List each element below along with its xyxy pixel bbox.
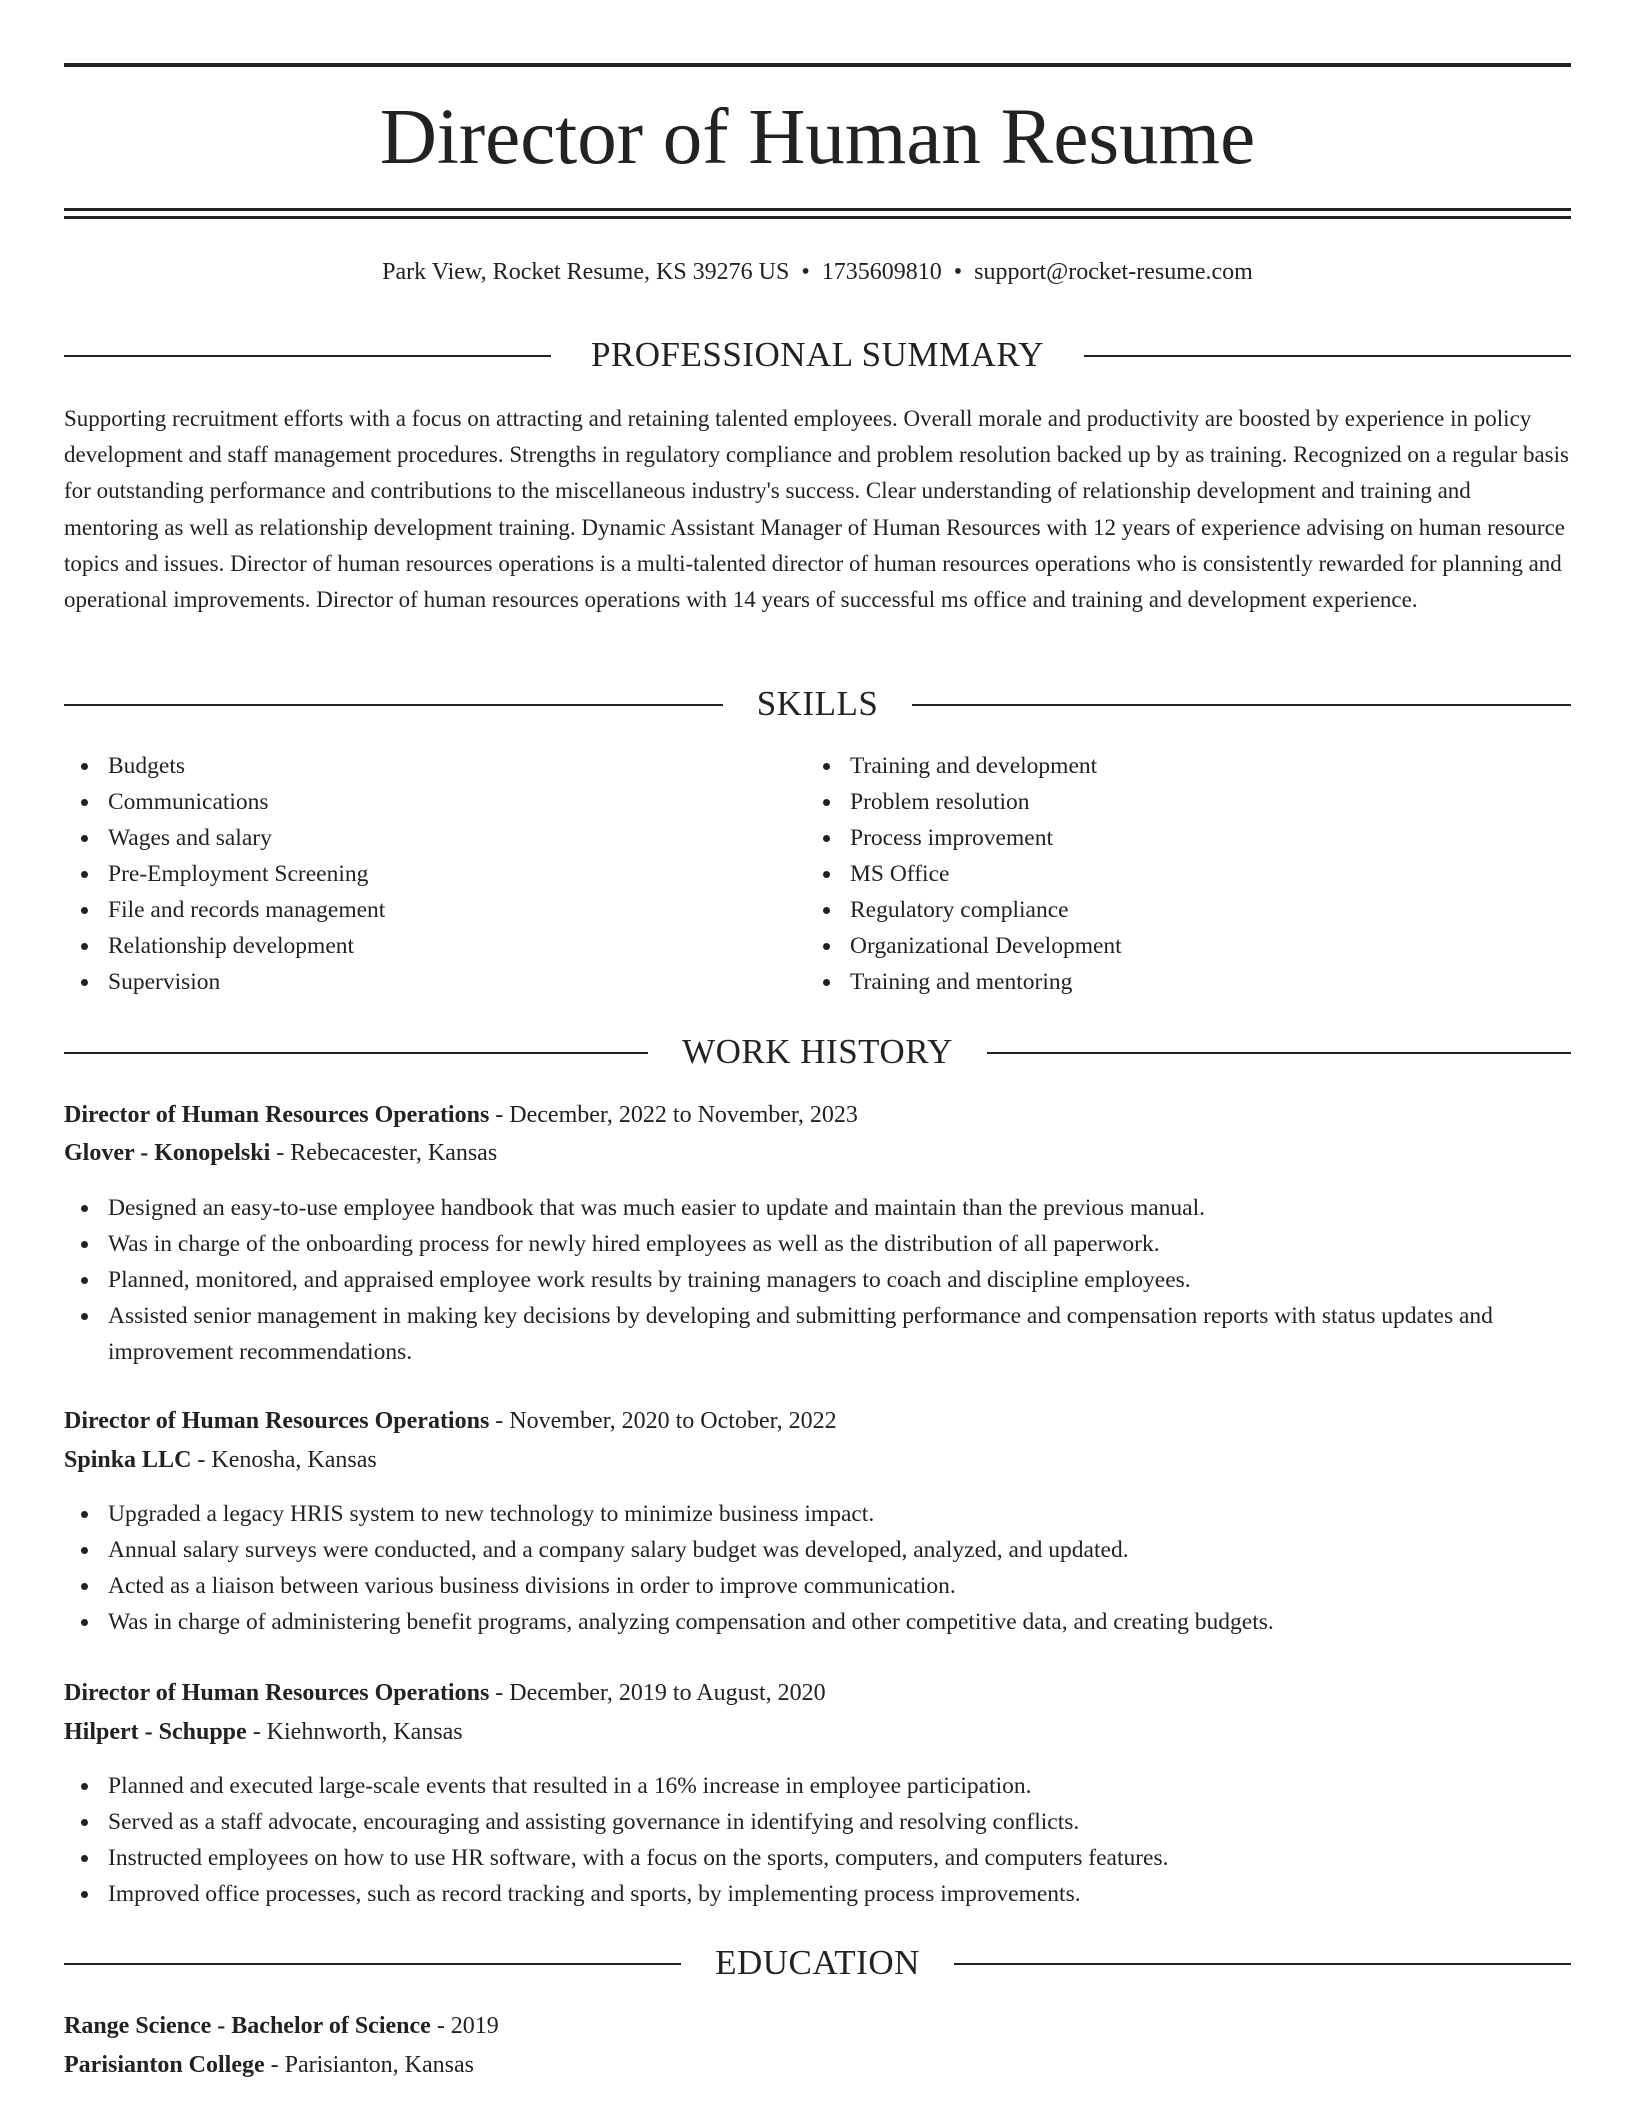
job-bullet: Assisted senior management in making key decisions by developing and submitting performance and compensation reports with status updates and improvement recommendations.: [64, 1298, 1571, 1370]
top-rule: [64, 63, 1571, 67]
skill-item: File and records management: [64, 892, 764, 928]
skill-item: Training and mentoring: [806, 964, 1506, 1000]
job-title: Director of Human Resources Operations: [64, 1408, 490, 1434]
skill-item: Communications: [64, 784, 764, 820]
education-degree-line: [64, 2008, 1571, 2044]
education-location: - Parisianton, Kansas: [264, 2052, 474, 2078]
contact-separator: •: [801, 259, 810, 285]
job-bullet: Upgraded a legacy HRIS system to new technology to minimize business impact.: [64, 1496, 1571, 1532]
contact-separator: •: [953, 259, 963, 285]
job-location: - Kenosha, Kansas: [191, 1447, 377, 1473]
education-year: - 2019: [430, 2013, 499, 2039]
job-bullet: Planned and executed large-scale events that resulted in a 16% increase in employee participation.: [64, 1768, 1571, 1804]
work-heading: WORK HISTORY: [682, 1032, 953, 1071]
education-degree: Range Science - Bachelor of Science: [64, 2013, 431, 2039]
contact-phone: 1735609810: [821, 259, 942, 285]
skill-item: Relationship development: [64, 928, 764, 964]
job-company-line: [64, 1442, 1571, 1478]
job-bullet: Was in charge of administering benefit programs, analyzing compensation and other competitive data, and creating budgets.: [64, 1604, 1571, 1640]
skill-item: Organizational Development: [806, 928, 1506, 964]
work-section-header: [64, 1030, 1571, 1074]
skill-item: Problem resolution: [806, 784, 1506, 820]
job-bullet: Improved office processes, such as record tracking and sports, by implementing process improvements.: [64, 1876, 1571, 1912]
contact-email: support@rocket-resume.com: [974, 259, 1253, 285]
job-location: - Rebecacester, Kansas: [270, 1140, 498, 1166]
education-school-line: [64, 2047, 1571, 2083]
job-dates: - December, 2019 to August, 2020: [489, 1680, 826, 1706]
job-bullet: Instructed employees on how to use HR software, with a focus on the sports, computers, and computers features.: [64, 1840, 1571, 1876]
job-title: Director of Human Resources Operations: [64, 1102, 490, 1128]
skill-item: MS Office: [806, 856, 1506, 892]
title-rule-lower: [64, 216, 1571, 219]
job-bullet: Annual salary surveys were conducted, and a company salary budget was developed, analyzed, and updated.: [64, 1532, 1571, 1568]
section-rule-right: [912, 704, 1571, 706]
education-heading: EDUCATION: [715, 1943, 920, 1982]
resume-title: Director of Human Resume: [379, 94, 1256, 181]
job-bullet: Acted as a liaison between various business divisions in order to improve communication.: [64, 1568, 1571, 1604]
summary-text: Supporting recruitment efforts with a focus on attracting and retaining talented employees. Overall morale and productivity are boosted by experience in policy development and staff management procedures. Strengths in regulatory compliance and problem resolution backed up by as training. Recognized on a regular basis for outstanding performance and contributions to the miscellaneous industry's success. Clear understanding of relationship development and training and mentoring as well as relationship development training. Dynamic Assistant Manager of Human Resources with 12 years of experience advising on human resource topics and issues. Director of human resources operations is a multi-talented director of human resources operations who is consistently rewarded for planning and operational improvements. Director of human resources operations with 14 years of successful ms office and training and development experience.: [64, 406, 1569, 613]
skill-item: Wages and salary: [64, 820, 764, 856]
skills-column-left: [64, 748, 764, 1000]
job-bullet: Was in charge of the onboarding process for newly hired employees as well as the distribution of all paperwork.: [64, 1226, 1571, 1262]
job-title-line: [64, 1403, 1571, 1439]
job-company: Glover - Konopelski: [64, 1140, 271, 1166]
job-title: Director of Human Resources Operations: [64, 1680, 490, 1706]
job-location: - Kiehnworth, Kansas: [246, 1719, 463, 1745]
skill-item: Pre-Employment Screening: [64, 856, 764, 892]
skills-heading: SKILLS: [756, 684, 879, 723]
job-company: Hilpert - Schuppe: [64, 1719, 247, 1745]
contact-line: [64, 256, 1571, 288]
job-title-line: [64, 1675, 1571, 1711]
title-rule-upper: [64, 208, 1571, 211]
job-bullets: [64, 1496, 1571, 1640]
job-company: Spinka LLC: [64, 1447, 192, 1473]
skill-item: Budgets: [64, 748, 764, 784]
job-bullets: [64, 1190, 1571, 1370]
skill-item: Training and development: [806, 748, 1506, 784]
education-section-header: [64, 1941, 1571, 1985]
education-school: Parisianton College: [64, 2052, 265, 2078]
job-bullet: Designed an easy-to-use employee handbook that was much easier to update and maintain than the previous manual.: [64, 1190, 1571, 1226]
summary-section-header: [64, 333, 1571, 377]
job-bullets: [64, 1768, 1571, 1912]
job-bullet: Served as a staff advocate, encouraging and assisting governance in identifying and resolving conflicts.: [64, 1804, 1571, 1840]
job-company-line: [64, 1714, 1571, 1750]
skills-column-right: [806, 748, 1506, 1000]
section-rule-right: [1084, 355, 1571, 357]
job-title-line: [64, 1097, 1571, 1133]
skills-section-header: [64, 682, 1571, 726]
section-rule-right: [954, 1963, 1571, 1965]
job-dates: - December, 2022 to November, 2023: [489, 1102, 858, 1128]
job-dates: - November, 2020 to October, 2022: [489, 1408, 837, 1434]
contact-address: Park View, Rocket Resume, KS 39276 US: [382, 259, 790, 285]
section-rule-right: [987, 1052, 1571, 1054]
skill-item: Supervision: [64, 964, 764, 1000]
job-bullet: Planned, monitored, and appraised employee work results by training managers to coach and discipline employees.: [64, 1262, 1571, 1298]
skill-item: Regulatory compliance: [806, 892, 1506, 928]
skill-item: Process improvement: [806, 820, 1506, 856]
job-company-line: [64, 1135, 1571, 1171]
summary-heading: PROFESSIONAL SUMMARY: [590, 335, 1045, 374]
